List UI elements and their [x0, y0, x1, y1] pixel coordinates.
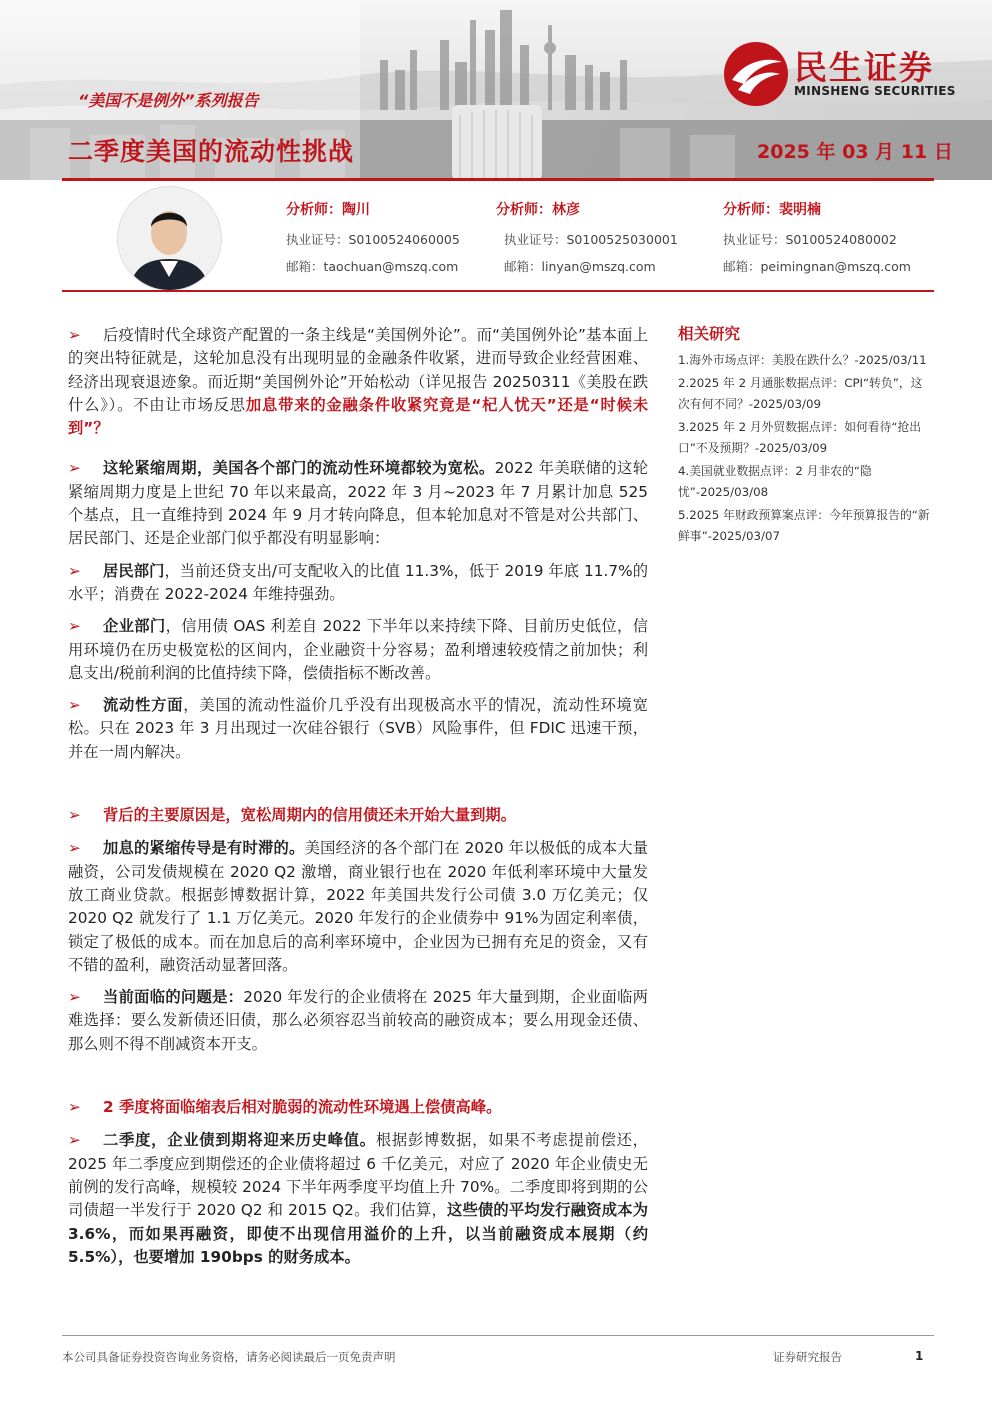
report-series: “美国不是例外”系列报告	[78, 91, 259, 110]
heading-text: 2 季度将面临缩表后相对脆弱的流动性环境遇上偿债高峰。	[103, 1098, 502, 1117]
lead-text: 这轮紧缩周期，美国各个部门的流动性环境都较为宽松。	[103, 459, 495, 478]
summary-paragraph	[68, 1129, 648, 1269]
bullet-arrow-icon: ➢	[68, 806, 81, 825]
analyst-cert: 执业证号：S0100525030001	[504, 232, 678, 247]
analyst-photo-icon	[118, 187, 221, 290]
related-research-item[interactable]: 4.美国就业数据点评：2 月非农的“隐忧”-2025/03/08	[678, 463, 872, 499]
analyst-email: 邮箱：taochuan@mszq.com	[286, 259, 459, 274]
footer-divider	[62, 1335, 934, 1336]
summary-paragraph	[68, 615, 648, 685]
analyst-1	[286, 199, 460, 284]
analyst-avatar	[117, 186, 222, 291]
highlight-text: 加息带来的金融条件收紧究竟是“杞人忧天”还是“时候未到”？	[68, 395, 649, 438]
paragraph-text: 2022 年美联储的这轮紧缩周期力度是上世纪 70 年以来最高，2022 年 3 月~2023 年 7 月累计加息 525 个基点，且一直维持到 2024 年 9 月才转向降息，但本轮加息对不管是对公共部门、居民部门、还是企业部门似乎都没有明显影响：	[68, 459, 648, 548]
summary-paragraph	[68, 324, 648, 440]
heading-text: 背后的主要原因是，宽松周期内的信用债还未开始大量到期。	[103, 806, 517, 825]
summary-heading	[68, 804, 648, 827]
paragraph-text: 美国经济的各个部门在 2020 年以极低的成本大量融资，公司发债规模在 2020 Q2 激增，商业银行也在 2020 年低利率环境中大量发放工商业贷款。根据彭博数据计算，2022 年美国共发行公司债 3.0 万亿美元；仅 2020 Q2 就发行了 1.1 万亿美元。2020 年发行的企业债券中 91%为固定利率债，锁定了极低的成本。而在加息后的高利率环境中，企业因为已拥有充足的资金，又有不错的盈利，融资活动显著回落。	[68, 839, 648, 974]
bullet-arrow-icon: ➢	[68, 839, 81, 858]
analyst-name: 分析师：裴明楠	[723, 202, 821, 218]
lead-text: 加息的紧缩传导是有时滞的。	[103, 839, 305, 858]
summary-paragraph	[68, 986, 648, 1056]
lead-text: 流动性方面	[103, 696, 184, 715]
minsheng-logo-icon	[722, 40, 790, 108]
summary-paragraph	[68, 837, 648, 977]
paragraph-text: ，美国的流动性溢价几乎没有出现极高水平的情况，流动性环境宽松。只在 2023 年 3 月出现过一次硅谷银行（SVB）风险事件，但 FDIC 迅速干预，并在一周内解决。	[68, 696, 648, 761]
lead-text: 企业部门	[103, 617, 166, 636]
report-date: 2025 年 03 月 11 日	[757, 141, 953, 163]
footer-doc-type: 证券研究报告	[773, 1350, 842, 1364]
bullet-arrow-icon: ➢	[68, 617, 81, 636]
analyst-cert: 执业证号：S0100524060005	[286, 232, 460, 247]
lead-text: 二季度，企业债到期将迎来历史峰值。	[103, 1131, 376, 1150]
logo-chinese-name: 民生证券	[794, 48, 934, 87]
paragraph-text: ，当前还贷支出/可支配收入的比值 11.3%，低于 2019 年底 11.7%的水平；消费在 2022-2024 年维持强劲。	[68, 561, 648, 603]
bullet-arrow-icon: ➢	[68, 1131, 81, 1150]
paragraph-text: 2020 年发行的企业债将在 2025 年大量到期，企业面临两难选择：要么发新债还旧债，那么必须容忍当前较高的融资成本；要么用现金还债、那么则不得不削减资本开支。	[68, 988, 648, 1053]
header-divider	[62, 178, 934, 181]
analyst-email: 邮箱：linyan@mszq.com	[504, 259, 656, 274]
related-research-title: 相关研究	[678, 325, 741, 343]
header-banner	[0, 0, 992, 180]
bullet-arrow-icon: ➢	[68, 326, 81, 344]
bullet-arrow-icon: ➢	[68, 1098, 81, 1117]
bullet-arrow-icon: ➢	[68, 561, 81, 580]
footer-disclaimer: 本公司具备证券投资咨询业务资格，请务必阅读最后一页免责声明	[62, 1350, 396, 1364]
analyst-cert: 执业证号：S0100524080002	[723, 232, 897, 247]
report-summary	[68, 324, 648, 1269]
report-title: 二季度美国的流动性挑战	[68, 137, 355, 166]
bullet-arrow-icon: ➢	[68, 459, 81, 478]
related-research	[678, 322, 933, 549]
logo-english-name: MINSHENG SECURITIES	[794, 84, 956, 98]
paragraph-text: ，信用债 OAS 利差自 2022 下半年以来持续下降、目前历史低位，信用环境仍在历史极宽松的区间内，企业融资十分容易；盈利增速较疫情之前加快；利息支出/税前利润的比值持续下降，偿债指标不断改善。	[68, 617, 648, 682]
emphasis-text: 这些债的平均发行融资成本为 3.6%，而如果再融资，即使不出现信用溢价的上升，以当前融资成本展期（约 5.5%），也要增加 190bps 的财务成本。	[68, 1201, 648, 1266]
analyst-name: 分析师：陶川	[286, 202, 370, 218]
minsheng-logo	[722, 40, 967, 108]
related-research-item[interactable]: 3.2025 年 2 月外贸数据点评：如何看待“抢出口”不及预期？-2025/03/09	[678, 419, 922, 455]
summary-heading	[68, 1096, 648, 1119]
paragraph-text: 根据彭博数据，如果不考虑提前偿还，2025 年二季度应到期偿还的企业债将超过 6 千亿美元，对应了 2020 年企业债史无前例的发行高峰，规模较 2024 下半年两季度平均值上升 70%。二季度即将到期的公司债超一半发行于 2020 Q2 和 2015 Q2。我们估算，	[68, 1131, 648, 1220]
bullet-arrow-icon: ➢	[68, 988, 81, 1007]
analyst-email: 邮箱：peimingnan@mszq.com	[723, 259, 911, 274]
lead-text: 当前面临的问题是：	[103, 988, 244, 1007]
related-research-item[interactable]: 1.海外市场点评：美股在跌什么？-2025/03/11	[678, 353, 927, 367]
summary-paragraph	[68, 457, 648, 550]
related-research-item[interactable]: 5.2025 年财政预算案点评：今年预算报告的“新鲜事”-2025/03/07	[678, 507, 930, 543]
analyst-2	[496, 199, 678, 284]
analyst-divider	[62, 290, 934, 292]
paragraph-text: 后疫情时代全球资产配置的一条主线是“美国例外论”。而“美国例外论”基本面上的突出特征就是，这轮加息没有出现明显的金融条件收紧，进而导致企业经营困难、经济出现衰退迹象。而近期“美国例外论”开始松动（详见报告 20250311《美股在跌什么》）。不由让市场反思	[68, 326, 648, 414]
summary-paragraph	[68, 560, 648, 607]
bullet-arrow-icon: ➢	[68, 696, 81, 715]
lead-text: 居民部门	[103, 561, 165, 580]
page-number: 1	[915, 1349, 924, 1363]
summary-paragraph	[68, 694, 648, 764]
analyst-name: 分析师：林彦	[496, 202, 580, 218]
related-research-item[interactable]: 2.2025 年 2 月通胀数据点评：CPI“转负”，这次有何不同？-2025/03/09	[678, 375, 923, 411]
analyst-3	[723, 199, 911, 284]
